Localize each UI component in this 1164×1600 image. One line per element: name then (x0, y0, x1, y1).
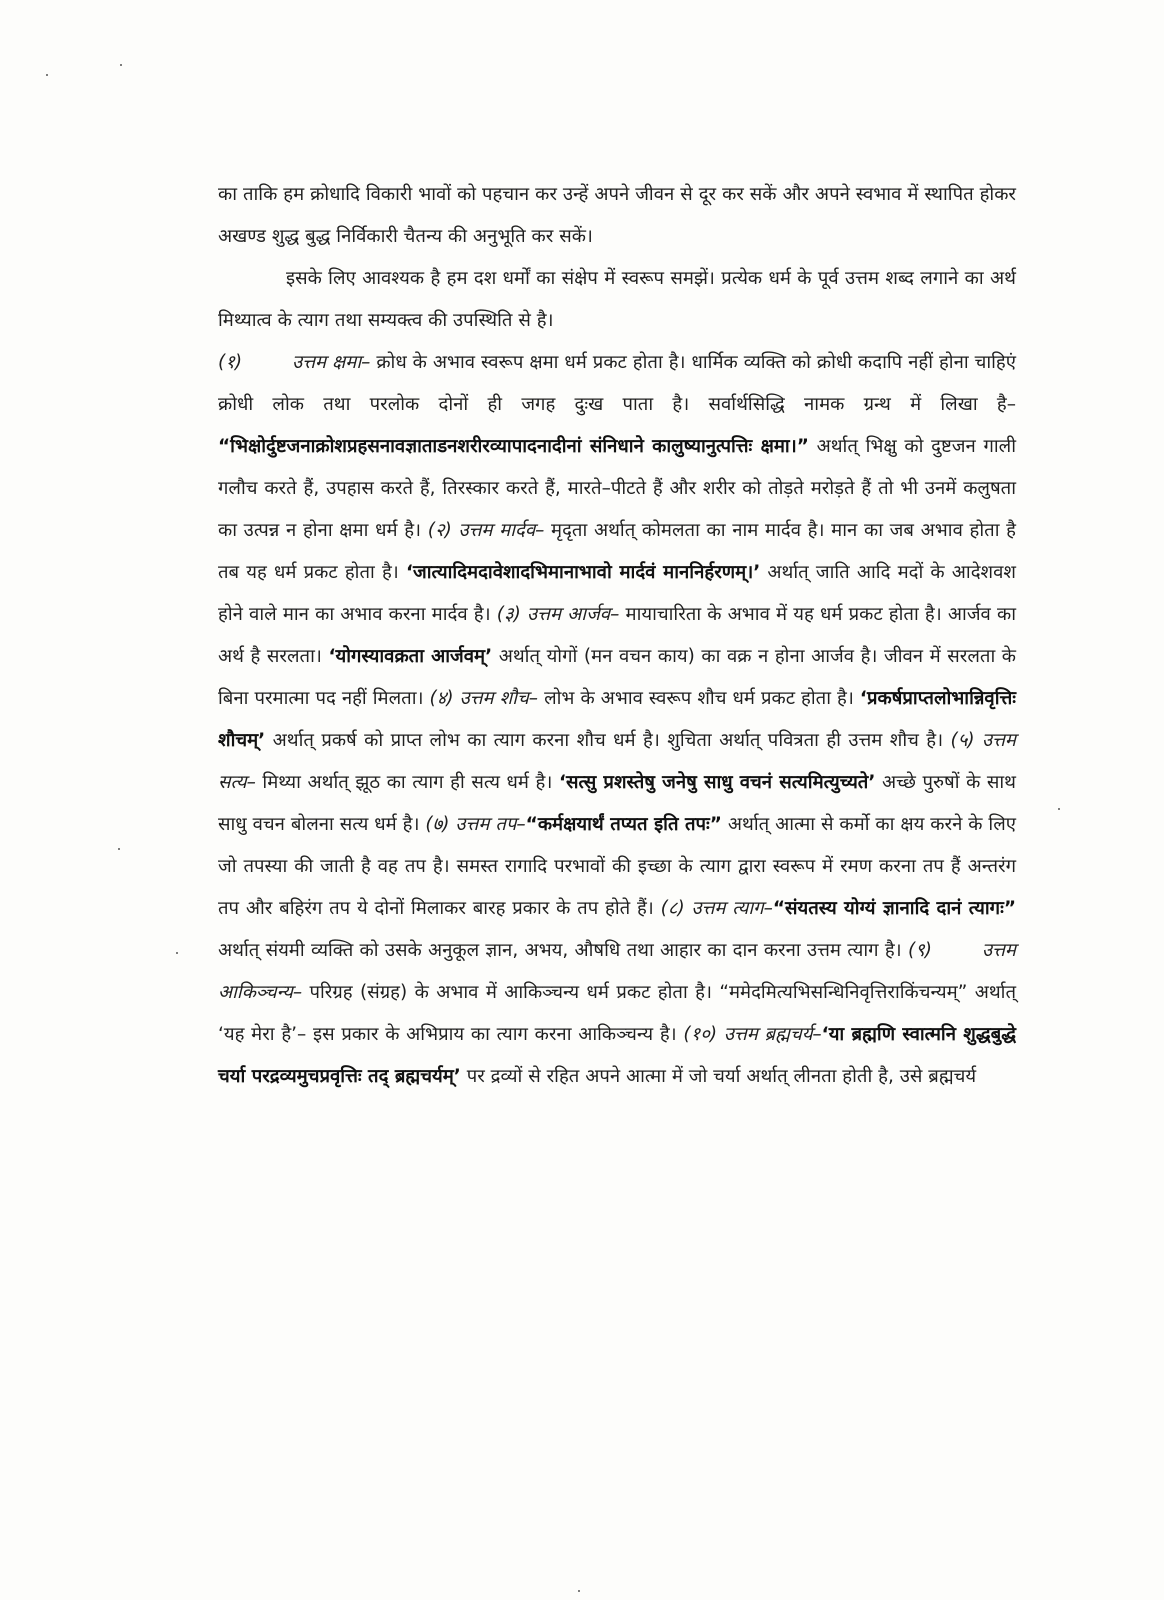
body-text: अर्थात् संयमी व्यक्ति को उसके अनुकूल ज्ञान, अभय, औषधि तथा आहार का दान करना उत्तम त्याग है। (218, 940, 908, 961)
sanskrit-quote: “संयतस्य योग्यं ज्ञानादि दानं त्यागः” (772, 898, 1016, 919)
item-heading: उत्तम ब्रह्मचर्य– (717, 1024, 822, 1045)
body-text: अर्थात् योगों (मन वचन काय) का वक्र न होना आर्जव है। जीवन में सरलता के बिना परमात्मा पद नहीं मिलता। (218, 646, 1017, 709)
item-number: (७) (425, 814, 450, 835)
sanskrit-quote: ‘योगस्यावक्रता आर्जवम्’ (328, 646, 493, 667)
sanskrit-quote: ‘सत्सु प्रशस्तेषु जनेषु साधु वचनं सत्यमित्युच्यते’ (558, 772, 876, 793)
item-heading: उत्तम आर्जव– (520, 604, 620, 625)
body-text: अर्थात् आत्मा से कर्मो का क्षय करने के लिए जो तपस्या की जाती है वह तप है। समस्त रागादि परभावों की इच्छा के त्याग द्वारा स्वरूप में रमण करना तप हैं अन्तरंग तप और बहिरंग तप ये दोनों मिलाकर बारह प्रकार के तप होते हैं। (218, 814, 1016, 919)
body-text: लोभ के अभाव स्वरूप शौच धर्म प्रकट होता है। (538, 688, 860, 709)
body-text: मिथ्या अर्थात् झूठ का त्याग ही सत्य धर्म है। (255, 772, 559, 793)
body-text: अर्थात् जाति आदि मदों के आदेशवश होने वाले मान का अभाव करना मार्दव है। (218, 562, 1016, 625)
body-text: अर्थात् प्रकर्ष को प्राप्त लोभ का त्याग करना शौच धर्म है। शुचिता अर्थात् पवित्रता ही उत्तम शौच है। (265, 730, 951, 751)
body-text: मृदृता अर्थात् कोमलता का नाम मार्दव है। मान का जब अभाव होता है तब यह धर्म प्रकट होता है। (218, 520, 1016, 583)
sanskrit-quote: ‘या ब्रह्मणि स्वात्मनि शुद्धबुद्धे चर्या परद्रव्यमुचप्रवृत्तिः तद् ब्रह्मचर्यम्’ (218, 1024, 1016, 1087)
item-heading: उत्तम शौच– (453, 688, 539, 709)
sanskrit-quote: “कर्मक्षयार्थं तप्यत इति तपः” (525, 814, 722, 835)
scan-speck (118, 848, 120, 850)
sanskrit-quote: “भिक्षोर्दुष्टजनाक्रोशप्रहसनावज्ञाताडनशरीरव्यापादनादीनां संनिधाने कालुष्यानुत्पत्तिः क्षमा।” (218, 436, 809, 457)
item-number: (१) (218, 352, 243, 373)
item-number: (२) (427, 520, 452, 541)
sanskrit-quote: ‘प्रकर्षप्राप्तलोभान्निवृत्तिः शौचम्’ (218, 688, 1017, 751)
body-text: मायाचारिता के अभाव में यह धर्म प्रकट होता है। आर्जव का अर्थ है सरलता। (218, 604, 1016, 667)
item-heading: उत्तम मार्दव– (451, 520, 545, 541)
paragraph-continuation: का ताकि हम क्रोधादि विकारी भावों को पहचान कर उन्हें अपने जीवन से दूर कर सकें और अपने स्वभाव में स्थापित होकर अखण्ड शुद्ध बुद्ध निर्विकारी चैतन्य की अनुभूति कर सकें। (218, 184, 1016, 247)
scan-speck (120, 64, 122, 66)
sanskrit-quote: ‘जात्यादिमदावेशादभिमानाभावो मार्दवं माननिर्हरणम्।’ (405, 562, 761, 583)
document-body (218, 174, 1016, 1098)
item-heading: उत्तम आकिञ्चन्य– (218, 940, 1016, 1003)
item-heading: उत्तम क्षमा– (292, 352, 371, 373)
scan-speck (1058, 808, 1060, 810)
item-number: (३) (496, 604, 521, 625)
scan-speck (176, 952, 178, 954)
item-heading: उत्तम त्याग– (684, 898, 773, 919)
body-text: क्रोध के अभाव स्वरूप क्षमा धर्म प्रकट होता है। धार्मिक व्यक्ति को क्रोधी कदापि नहीं होना चाहिएं क्रोधी लोक तथा परलोक दोनों ही जगह दुःख पाता है। सर्वार्थसिद्धि नामक ग्रन्थ में लिखा है– (218, 352, 1016, 415)
item-number: (१०) (683, 1024, 718, 1045)
body-text: अच्छे पुरुषों के साथ साधु वचन बोलना सत्य धर्म है। (218, 772, 1016, 835)
paragraph-intro: इसके लिए आवश्यक है हम दश धर्मों का संक्षेप में स्वरूप समझें। प्रत्येक धर्म के पूर्व उत्तम शब्द लगाने का अर्थ मिथ्यात्व के त्याग तथा सम्यक्त्व की उपस्थिति से है। (218, 268, 1016, 331)
body-text: पर द्रव्यों से रहित अपने आत्मा में जो चर्या अर्थात् लीनता होती है, उसे ब्रह्मचर्य (460, 1066, 977, 1087)
body-text: अर्थात् भिक्षु को दुष्टजन गाली गलौच करते हैं, उपहास करते हैं, तिरस्कार करते हैं, मारते–पीटते हैं और शरीर को तोड़ते मरोड़ते हैं तो भी उनमें कलुषता का उत्पन्न न होना क्षमा धर्म है। (218, 436, 1017, 541)
item-heading: उत्तम सत्य– (218, 730, 1016, 793)
item-heading: उत्तम तप– (449, 814, 526, 835)
body-text: परिग्रह (संग्रह) के अभाव में आकिञ्चन्य धर्म प्रकट होता है। “ममेदमित्यभिसन्धिनिवृत्तिराकिंचन्यम्” अर्थात् ‘यह मेरा है’– इस प्रकार के अभिप्राय का त्याग करना आकिञ्चन्य है। (218, 982, 1016, 1045)
item-number: (९) (907, 940, 932, 961)
scan-speck (578, 1590, 580, 1592)
item-number: (५) (950, 730, 975, 751)
paragraph-ten-dharmas (218, 342, 1016, 1098)
scan-speck (46, 74, 48, 76)
item-number: (४) (429, 688, 454, 709)
item-number: (८) (660, 898, 685, 919)
